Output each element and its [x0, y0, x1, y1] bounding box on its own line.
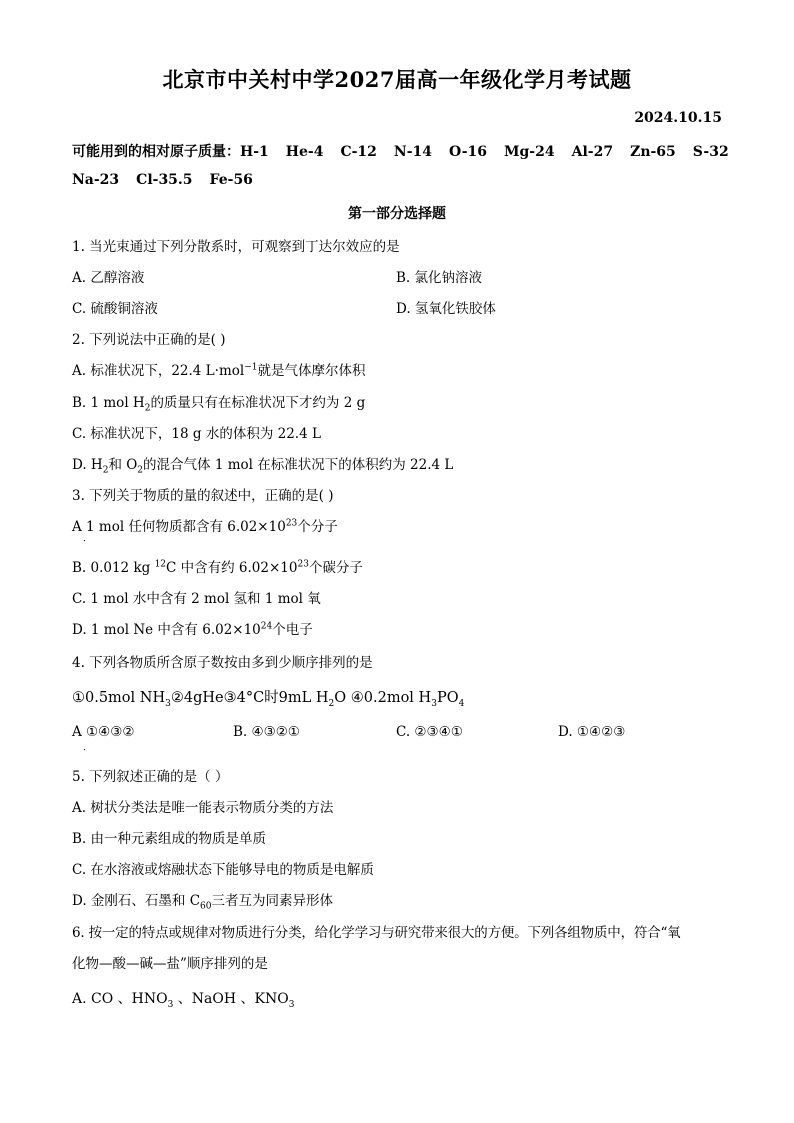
question-1-option-d: D. 氢氧化铁胶体 — [396, 301, 496, 317]
mass-item: Al-27 — [571, 144, 614, 160]
question-5-stem: 5. 下列叙述正确的是（ ） — [72, 769, 229, 785]
atomic-masses-label: 可能用到的相对原子质量： — [72, 144, 240, 160]
mass-item: Fe-56 — [209, 172, 253, 188]
mass-item: Na-23 — [72, 172, 120, 188]
mass-item: Zn-65 — [630, 144, 676, 160]
question-4-option-c: C. ②③④① — [396, 724, 463, 740]
question-5-option-b: B. 由一种元素组成的物质是单质 — [72, 831, 267, 847]
question-4-option-a-dot: ． — [83, 743, 93, 753]
question-3-option-d: D. 1 mol Ne 中含有 $6.02\times 10^{24}$个电子 — [72, 621, 313, 638]
mass-item: O-16 — [449, 144, 488, 160]
question-2-option-b: B. 1 mol $H_2$的质量只有在标准状况下才约为 2 g — [72, 395, 366, 414]
mass-item: C-12 — [340, 144, 377, 160]
question-1-option-b: B. 氯化钠溶液 — [396, 270, 483, 286]
mass-item: Cl-35.5 — [136, 172, 193, 188]
mass-item: S-32 — [692, 144, 729, 160]
question-4-stem: 4. 下列各物质所含原子数按由多到少顺序排列的是 — [72, 655, 373, 671]
mass-item: H-1 — [240, 144, 269, 160]
mass-item: Mg-24 — [504, 144, 555, 160]
question-4-option-a: A ①④③② — [72, 724, 135, 740]
question-3-option-b: B. 0.012 kg $^{12}$C 中含有约 $6.02\times 10^{23}$个碳分子 — [72, 559, 363, 576]
exam-date: 2024.10.15 — [634, 110, 722, 126]
section-heading: 第一部分选择题 — [348, 206, 446, 222]
question-1-option-a: A. 乙醇溶液 — [72, 270, 145, 286]
mass-item: N-14 — [393, 144, 432, 160]
question-6-stem-line-2: 化物—酸—碱—盐”顺序排列的是 — [72, 956, 268, 972]
question-3-stem: 3. 下列关于物质的量的叙述中，正确的是( ) — [72, 488, 334, 504]
question-4-option-d: D. ①④②③ — [558, 724, 626, 740]
question-6-stem-line-1: 6. 按一定的特点或规律对物质进行分类，给化学学习与研究带来很大的方便。下列各组物质中，符合“氧 — [72, 925, 681, 941]
question-5-option-d: D. 金刚石、石墨和 $C_{60}$三者互为同素异形体 — [72, 893, 333, 912]
atomic-masses-row-2 — [72, 172, 270, 188]
question-5-option-c: C. 在水溶液或熔融状态下能够导电的物质是电解质 — [72, 862, 374, 878]
mass-item: He-4 — [285, 144, 324, 160]
question-1-stem: 1. 当光束通过下列分散系时，可观察到丁达尔效应的是 — [72, 239, 400, 255]
question-4-items: ①0.5mol $NH_3②4gHe③4^\circ C$时9mL $H_2O$ ④0.2mol $H_3PO_4$ — [72, 690, 465, 709]
atomic-masses-row-1 — [72, 141, 746, 161]
question-4-option-b: B. ④③②① — [233, 724, 300, 740]
question-3-option-a-dot: ． — [83, 534, 93, 544]
question-2-option-c: C. 标准状况下，18 g 水的体积为 22.4 L — [72, 426, 321, 442]
question-5-option-a: A. 树状分类法是唯一能表示物质分类的方法 — [72, 800, 334, 816]
question-3-option-a: A 1 mol 任何物质都含有 $6.02\times 10^{23}$个分子 — [72, 518, 338, 535]
question-1-option-c: C. 硫酸铜溶液 — [72, 301, 158, 317]
question-3-option-c: C. 1 mol 水中含有 2 mol 氢和 1 mol 氧 — [72, 591, 321, 607]
question-2-option-a: A. 标准状况下，22.4 L·mol$^{-1}$就是气体摩尔体积 — [72, 362, 366, 379]
question-2-option-d: D. $H_2$和 $O_2$的混合气体 1 mol 在标准状况下的体积约为 22.4 L — [72, 457, 454, 476]
question-6-option-a: A. CO 、$HNO_3$ 、NaOH 、$KNO_3$ — [72, 991, 295, 1010]
question-2-stem: 2. 下列说法中正确的是( ) — [72, 332, 226, 348]
exam-title: 北京市中关村中学2027届高一年级化学月考试题 — [162, 67, 632, 92]
